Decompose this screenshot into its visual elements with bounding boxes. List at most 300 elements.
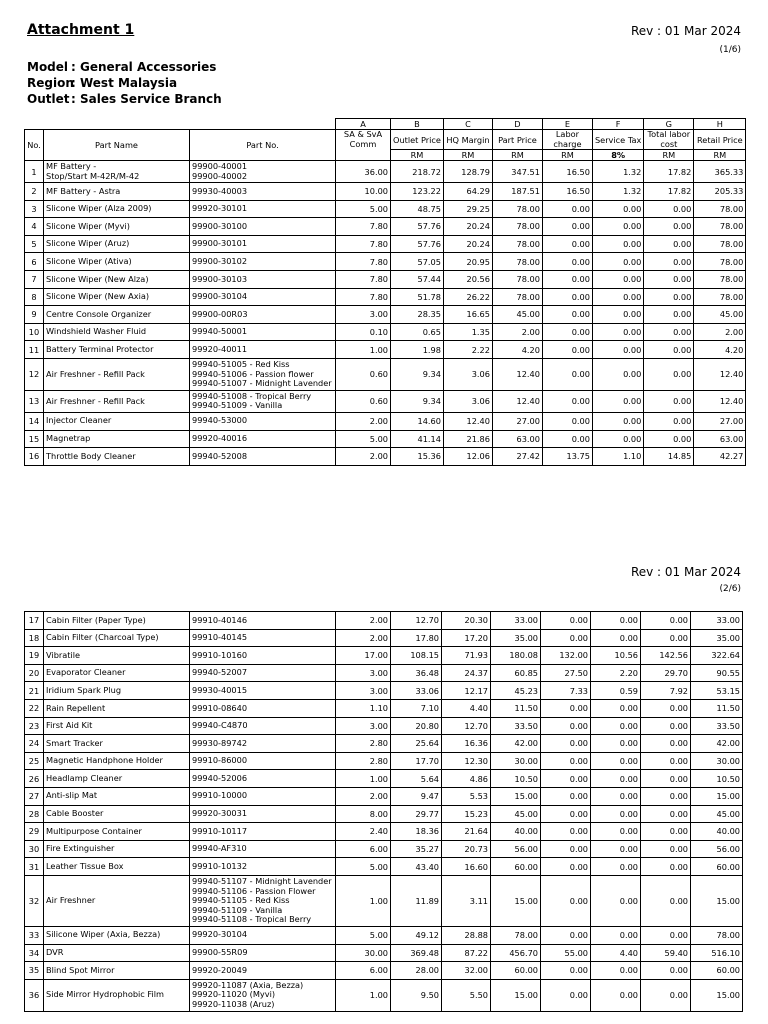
part-name — [44, 412, 190, 430]
table-row — [25, 235, 746, 253]
sa-comm-cell: 3.00 — [336, 682, 391, 700]
service-tax-cell: 2.20 — [591, 664, 641, 682]
total-labor-cost-cell: 14.85 — [644, 448, 694, 466]
part-name — [44, 253, 190, 271]
part-number — [190, 629, 336, 647]
labor-charge-cell: 0.00 — [542, 253, 592, 271]
hq-margin-cell: 12.30 — [442, 752, 491, 770]
header-part-price: Part Price — [492, 130, 542, 150]
part-number — [190, 664, 336, 682]
part-name-line: Silicone Wiper (Axia, Bezza) — [46, 929, 161, 940]
part-price-cell: 27.00 — [492, 412, 542, 430]
part-name-line: Slicone Wiper (Alza 2009) — [46, 203, 152, 214]
service-tax-cell: 0.00 — [592, 235, 643, 253]
hq-margin-cell: 64.29 — [443, 183, 492, 201]
outlet-price-cell: 9.50 — [391, 979, 442, 1011]
outlet-price-cell: 108.15 — [391, 647, 442, 665]
part-number-line: 99910-40146 — [192, 614, 248, 625]
service-tax-cell: 0.00 — [592, 306, 643, 324]
column-letter: H — [694, 119, 746, 130]
part-number — [190, 962, 336, 980]
part-name-line: Magnetrap — [46, 433, 91, 444]
part-price-cell: 187.51 — [492, 183, 542, 201]
table-row — [25, 183, 746, 201]
labor-charge-cell: 0.00 — [541, 735, 591, 753]
service-tax-cell: 0.00 — [591, 858, 641, 876]
part-name-line: Slicone Wiper (New Axia) — [46, 291, 150, 302]
outlet-price-cell: 9.34 — [391, 358, 444, 390]
retail-price-cell: 30.00 — [691, 752, 743, 770]
hq-margin-cell: 15.23 — [442, 805, 491, 823]
part-number — [190, 288, 336, 306]
part-name-line: Anti-slip Mat — [46, 790, 98, 801]
part-number-line: 99940-51107 - Midnight Lavender — [192, 876, 332, 887]
model-label: Model — [27, 60, 69, 74]
part-name-line: MF Battery - Astra — [46, 185, 121, 196]
row-number: 30 — [25, 840, 44, 858]
total-labor-cost-cell: 0.00 — [644, 430, 694, 448]
total-labor-cost-cell: 0.00 — [641, 875, 691, 926]
row-number: 22 — [25, 699, 44, 717]
outlet-price-cell: 28.00 — [391, 962, 442, 980]
row-number: 33 — [25, 926, 44, 944]
outlet-price-cell: 14.60 — [391, 412, 444, 430]
header-part-name: Part Name — [44, 130, 190, 161]
model-value: : General Accessories — [71, 60, 217, 74]
table-row — [25, 770, 743, 788]
part-name-line: Headlamp Cleaner — [46, 772, 123, 783]
part-number — [190, 341, 336, 359]
service-tax-cell: 0.00 — [592, 323, 643, 341]
unit-label: RM — [492, 150, 542, 161]
part-name — [44, 161, 190, 183]
table-row — [25, 270, 746, 288]
service-tax-cell: 0.00 — [591, 752, 641, 770]
model-line — [27, 59, 222, 75]
retail-price-cell: 516.10 — [691, 944, 743, 962]
part-number-line: 99900-40002 — [192, 170, 248, 181]
column-letter: D — [492, 119, 542, 130]
table-row — [25, 358, 746, 390]
table-row — [25, 253, 746, 271]
retail-price-cell: 78.00 — [694, 235, 746, 253]
part-price-cell: 60.00 — [491, 962, 541, 980]
part-number — [190, 735, 336, 753]
part-price-cell: 27.42 — [492, 448, 542, 466]
retail-price-cell: 33.00 — [691, 612, 743, 630]
header-retail-price: Retail Price — [694, 130, 746, 150]
part-name — [44, 699, 190, 717]
part-name-line: Windshield Washer Fluid — [46, 326, 147, 337]
retail-price-cell: 15.00 — [691, 875, 743, 926]
service-tax-cell: 0.00 — [591, 823, 641, 841]
hq-margin-cell: 12.17 — [442, 682, 491, 700]
table-row — [25, 664, 743, 682]
hq-margin-cell: 12.06 — [443, 448, 492, 466]
outlet-price-cell: 57.76 — [391, 235, 444, 253]
service-tax-cell: 0.00 — [591, 979, 641, 1011]
part-price-cell: 15.00 — [491, 875, 541, 926]
part-number-line: 99920-11087 (Axia, Bezza) — [192, 979, 304, 990]
part-price-cell: 63.00 — [492, 430, 542, 448]
labor-charge-cell: 13.75 — [542, 448, 592, 466]
row-number: 3 — [25, 200, 44, 218]
hq-margin-cell: 3.06 — [443, 358, 492, 390]
retail-price-cell: 78.00 — [694, 270, 746, 288]
labor-charge-cell: 0.00 — [542, 270, 592, 288]
outlet-price-cell: 51.78 — [391, 288, 444, 306]
retail-price-cell: 60.00 — [691, 858, 743, 876]
part-number-line: 99930-89742 — [192, 737, 248, 748]
part-name — [44, 341, 190, 359]
part-name — [44, 323, 190, 341]
table-row — [25, 448, 746, 466]
retail-price-cell: 205.33 — [694, 183, 746, 201]
total-labor-cost-cell: 0.00 — [641, 787, 691, 805]
sa-comm-cell: 1.10 — [336, 699, 391, 717]
part-name — [44, 647, 190, 665]
retail-price-cell: 15.00 — [691, 979, 743, 1011]
hq-margin-cell: 32.00 — [442, 962, 491, 980]
labor-charge-cell: 0.00 — [542, 412, 592, 430]
table-row — [25, 823, 743, 841]
table-row — [25, 752, 743, 770]
part-number-line: 99920-20049 — [192, 964, 248, 975]
outlet-price-cell: 25.64 — [391, 735, 442, 753]
part-number-line: 99920-40011 — [192, 343, 248, 354]
total-labor-cost-cell: 0.00 — [641, 752, 691, 770]
sa-comm-cell: 6.00 — [336, 962, 391, 980]
row-number: 28 — [25, 805, 44, 823]
retail-price-cell: 78.00 — [694, 218, 746, 236]
outlet-price-cell: 0.65 — [391, 323, 444, 341]
part-name-line: Rain Repellent — [46, 702, 106, 713]
row-number: 6 — [25, 253, 44, 271]
hq-margin-cell: 21.86 — [443, 430, 492, 448]
service-tax-cell: 0.59 — [591, 682, 641, 700]
row-number: 4 — [25, 218, 44, 236]
total-labor-cost-cell: 0.00 — [641, 717, 691, 735]
part-number-line: 99900-30102 — [192, 255, 248, 266]
part-number-line: 99900-00R03 — [192, 308, 248, 319]
part-name-line: Side Mirror Hydrophobic Film — [46, 989, 165, 1000]
header-labor-charge: Labor charge — [542, 130, 592, 150]
total-labor-cost-cell: 0.00 — [641, 735, 691, 753]
service-tax-cell: 0.00 — [592, 270, 643, 288]
part-name — [44, 218, 190, 236]
part-number-line: 99920-11038 (Aruz) — [192, 998, 275, 1009]
service-tax-cell: 0.00 — [591, 770, 641, 788]
part-name-line: Injector Cleaner — [46, 415, 112, 426]
hq-margin-cell: 26.22 — [443, 288, 492, 306]
part-name — [44, 735, 190, 753]
sa-comm-cell: 0.60 — [336, 358, 391, 390]
part-name — [44, 926, 190, 944]
column-letter: B — [391, 119, 444, 130]
part-number — [190, 647, 336, 665]
unit-label: RM — [443, 150, 492, 161]
labor-charge-cell: 0.00 — [542, 218, 592, 236]
part-number-line: 99910-10132 — [192, 860, 248, 871]
part-name — [44, 875, 190, 926]
service-tax-cell: 0.00 — [592, 390, 643, 412]
table-row — [25, 699, 743, 717]
row-number: 2 — [25, 183, 44, 201]
row-number: 26 — [25, 770, 44, 788]
retail-price-cell: 2.00 — [694, 323, 746, 341]
part-name — [44, 858, 190, 876]
region-value: : West Malaysia — [71, 76, 178, 90]
outlet-price-cell: 17.80 — [391, 629, 442, 647]
labor-charge-cell: 0.00 — [541, 823, 591, 841]
part-price-cell: 4.20 — [492, 341, 542, 359]
part-number-line: 99900-30101 — [192, 238, 248, 249]
outlet-price-cell: 5.64 — [391, 770, 442, 788]
total-labor-cost-cell: 0.00 — [641, 699, 691, 717]
column-letter-row — [25, 119, 746, 130]
row-number: 8 — [25, 288, 44, 306]
unit-label: RM — [391, 150, 444, 161]
page-number-page-2: (2/6) — [719, 584, 741, 594]
retail-price-cell: 33.50 — [691, 717, 743, 735]
row-number: 29 — [25, 823, 44, 841]
part-number-line: 99910-10117 — [192, 825, 248, 836]
total-labor-cost-cell: 0.00 — [644, 358, 694, 390]
part-number-line: 99940-51008 - Tropical Berry — [192, 390, 312, 401]
row-number: 5 — [25, 235, 44, 253]
table-row — [25, 787, 743, 805]
part-number — [190, 944, 336, 962]
part-number — [190, 699, 336, 717]
table-row — [25, 682, 743, 700]
part-price-cell: 42.00 — [491, 735, 541, 753]
part-price-cell: 10.50 — [491, 770, 541, 788]
part-price-cell: 45.00 — [492, 306, 542, 324]
part-number-line: 99900-55R09 — [192, 947, 248, 958]
part-name — [44, 752, 190, 770]
service-tax-cell: 4.40 — [591, 944, 641, 962]
part-number — [190, 979, 336, 1011]
labor-charge-cell: 0.00 — [541, 787, 591, 805]
part-number-line: 99920-30031 — [192, 808, 248, 819]
total-labor-cost-cell: 0.00 — [644, 218, 694, 236]
sa-comm-cell: 7.80 — [336, 270, 391, 288]
part-number — [190, 770, 336, 788]
part-price-cell: 78.00 — [491, 926, 541, 944]
part-name-line: Evaporator Cleaner — [46, 667, 126, 678]
table-row — [25, 430, 746, 448]
outlet-price-cell: 11.89 — [391, 875, 442, 926]
total-labor-cost-cell: 0.00 — [644, 253, 694, 271]
header-sa-comm: SA & SvA Comm — [336, 130, 391, 161]
service-tax-cell: 0.00 — [592, 200, 643, 218]
row-number: 9 — [25, 306, 44, 324]
retail-price-cell: 12.40 — [694, 390, 746, 412]
total-labor-cost-cell: 0.00 — [644, 235, 694, 253]
row-number: 12 — [25, 358, 44, 390]
labor-charge-cell: 0.00 — [541, 629, 591, 647]
part-number-line: 99940-50001 — [192, 326, 248, 337]
part-name — [44, 288, 190, 306]
part-number — [190, 787, 336, 805]
retail-price-cell: 45.00 — [694, 306, 746, 324]
hq-margin-cell: 21.64 — [442, 823, 491, 841]
retail-price-cell: 56.00 — [691, 840, 743, 858]
retail-price-cell: 78.00 — [694, 288, 746, 306]
part-number-line: 99910-08640 — [192, 702, 248, 713]
part-number-line: 99940-52006 — [192, 772, 248, 783]
price-table-page-1 — [24, 118, 746, 466]
table-row — [25, 218, 746, 236]
part-number — [190, 612, 336, 630]
labor-charge-cell: 0.00 — [541, 770, 591, 788]
unit-label: RM — [694, 150, 746, 161]
total-labor-cost-cell: 0.00 — [641, 770, 691, 788]
part-name-line: First Aid Kit — [46, 720, 93, 731]
region-line — [27, 75, 222, 91]
hq-margin-cell: 20.24 — [443, 218, 492, 236]
table-row — [25, 341, 746, 359]
total-labor-cost-cell: 17.82 — [644, 183, 694, 201]
part-number — [190, 306, 336, 324]
labor-charge-cell: 0.00 — [542, 288, 592, 306]
sa-comm-cell: 5.00 — [336, 200, 391, 218]
part-name-line: DVR — [46, 947, 64, 958]
sa-comm-cell: 2.00 — [336, 412, 391, 430]
outlet-price-cell: 17.70 — [391, 752, 442, 770]
row-number: 16 — [25, 448, 44, 466]
sa-comm-cell: 5.00 — [336, 926, 391, 944]
total-labor-cost-cell: 0.00 — [644, 200, 694, 218]
retail-price-cell: 40.00 — [691, 823, 743, 841]
total-labor-cost-cell: 29.70 — [641, 664, 691, 682]
part-name-line: Air Freshner - Refill Pack — [46, 395, 145, 406]
part-number — [190, 412, 336, 430]
total-labor-cost-cell: 0.00 — [641, 805, 691, 823]
total-labor-cost-cell: 0.00 — [644, 412, 694, 430]
part-name — [44, 840, 190, 858]
row-number: 24 — [25, 735, 44, 753]
sa-comm-cell: 6.00 — [336, 840, 391, 858]
total-labor-cost-cell: 0.00 — [641, 979, 691, 1011]
total-labor-cost-cell: 0.00 — [644, 323, 694, 341]
part-number-line: 99910-10160 — [192, 649, 248, 660]
outlet-price-cell: 57.76 — [391, 218, 444, 236]
outlet-price-cell: 29.77 — [391, 805, 442, 823]
table-row — [25, 962, 743, 980]
hq-margin-cell: 16.36 — [442, 735, 491, 753]
part-name — [44, 629, 190, 647]
outlet-price-cell: 36.48 — [391, 664, 442, 682]
labor-charge-cell: 0.00 — [542, 306, 592, 324]
header-total-labor-cost: Total labor cost — [644, 130, 694, 150]
attachment-title: Attachment 1 — [27, 22, 135, 38]
part-name-line: Air Freshner - Refill Pack — [46, 368, 145, 379]
part-name-line: Fire Extinguisher — [46, 843, 115, 854]
total-labor-cost-cell: 0.00 — [641, 962, 691, 980]
part-name — [44, 962, 190, 980]
outlet-price-cell: 33.06 — [391, 682, 442, 700]
hq-margin-cell: 17.20 — [442, 629, 491, 647]
retail-price-cell: 45.00 — [691, 805, 743, 823]
total-labor-cost-cell: 0.00 — [644, 288, 694, 306]
part-number — [190, 682, 336, 700]
service-tax-cell: 0.00 — [592, 253, 643, 271]
labor-charge-cell: 0.00 — [541, 962, 591, 980]
hq-margin-cell: 16.60 — [442, 858, 491, 876]
table-row — [25, 306, 746, 324]
part-name-line: Slicone Wiper (New Alza) — [46, 273, 149, 284]
total-labor-cost-cell: 59.40 — [641, 944, 691, 962]
labor-charge-cell: 0.00 — [541, 717, 591, 735]
header-hq-margin: HQ Margin — [443, 130, 492, 150]
total-labor-cost-cell: 7.92 — [641, 682, 691, 700]
hq-margin-cell: 128.79 — [443, 161, 492, 183]
hq-margin-cell: 71.93 — [442, 647, 491, 665]
outlet-price-cell: 123.22 — [391, 183, 444, 201]
part-name-line: Magnetic Handphone Holder — [46, 755, 163, 766]
labor-charge-cell: 0.00 — [541, 979, 591, 1011]
service-tax-cell: 0.00 — [591, 962, 641, 980]
outlet-price-cell: 7.10 — [391, 699, 442, 717]
retail-price-cell: 63.00 — [694, 430, 746, 448]
part-number-line: 99930-40003 — [192, 185, 248, 196]
part-number — [190, 218, 336, 236]
part-number-line: 99940-51108 - Tropical Berry — [192, 914, 312, 925]
service-tax-cell: 0.00 — [592, 288, 643, 306]
part-price-cell: 180.08 — [491, 647, 541, 665]
part-price-cell: 78.00 — [492, 288, 542, 306]
service-tax-cell: 1.32 — [592, 183, 643, 201]
part-price-cell: 33.00 — [491, 612, 541, 630]
part-name — [44, 979, 190, 1011]
total-labor-cost-cell: 0.00 — [644, 341, 694, 359]
part-number — [190, 823, 336, 841]
sa-comm-cell: 5.00 — [336, 858, 391, 876]
region-label: Region — [27, 76, 74, 90]
part-number — [190, 926, 336, 944]
column-header-row — [25, 130, 746, 150]
column-letter: F — [592, 119, 643, 130]
table-body-page-2 — [25, 612, 743, 1012]
part-number — [190, 448, 336, 466]
part-price-cell: 12.40 — [492, 390, 542, 412]
part-name-line: Battery Terminal Protector — [46, 343, 154, 354]
row-number: 18 — [25, 629, 44, 647]
retail-price-cell: 11.50 — [691, 699, 743, 717]
hq-margin-cell: 28.88 — [442, 926, 491, 944]
sa-comm-cell: 3.00 — [336, 664, 391, 682]
row-number: 25 — [25, 752, 44, 770]
part-price-cell: 15.00 — [491, 787, 541, 805]
total-labor-cost-cell: 0.00 — [641, 926, 691, 944]
outlet-price-cell: 49.12 — [391, 926, 442, 944]
retail-price-cell: 10.50 — [691, 770, 743, 788]
total-labor-cost-cell: 0.00 — [644, 390, 694, 412]
sa-comm-cell: 8.00 — [336, 805, 391, 823]
revision-date-page-2: Rev : 01 Mar 2024 — [630, 565, 741, 579]
part-number-line: 99940-52008 — [192, 450, 248, 461]
part-price-cell: 30.00 — [491, 752, 541, 770]
outlet-price-cell: 9.34 — [391, 390, 444, 412]
sa-comm-cell: 30.00 — [336, 944, 391, 962]
service-tax-cell: 0.00 — [591, 612, 641, 630]
part-number-line: 99900-40001 — [192, 161, 248, 171]
labor-charge-cell: 0.00 — [541, 926, 591, 944]
part-price-cell: 12.40 — [492, 358, 542, 390]
part-number-line: 99930-40015 — [192, 684, 248, 695]
part-number-line: 99910-10000 — [192, 790, 248, 801]
